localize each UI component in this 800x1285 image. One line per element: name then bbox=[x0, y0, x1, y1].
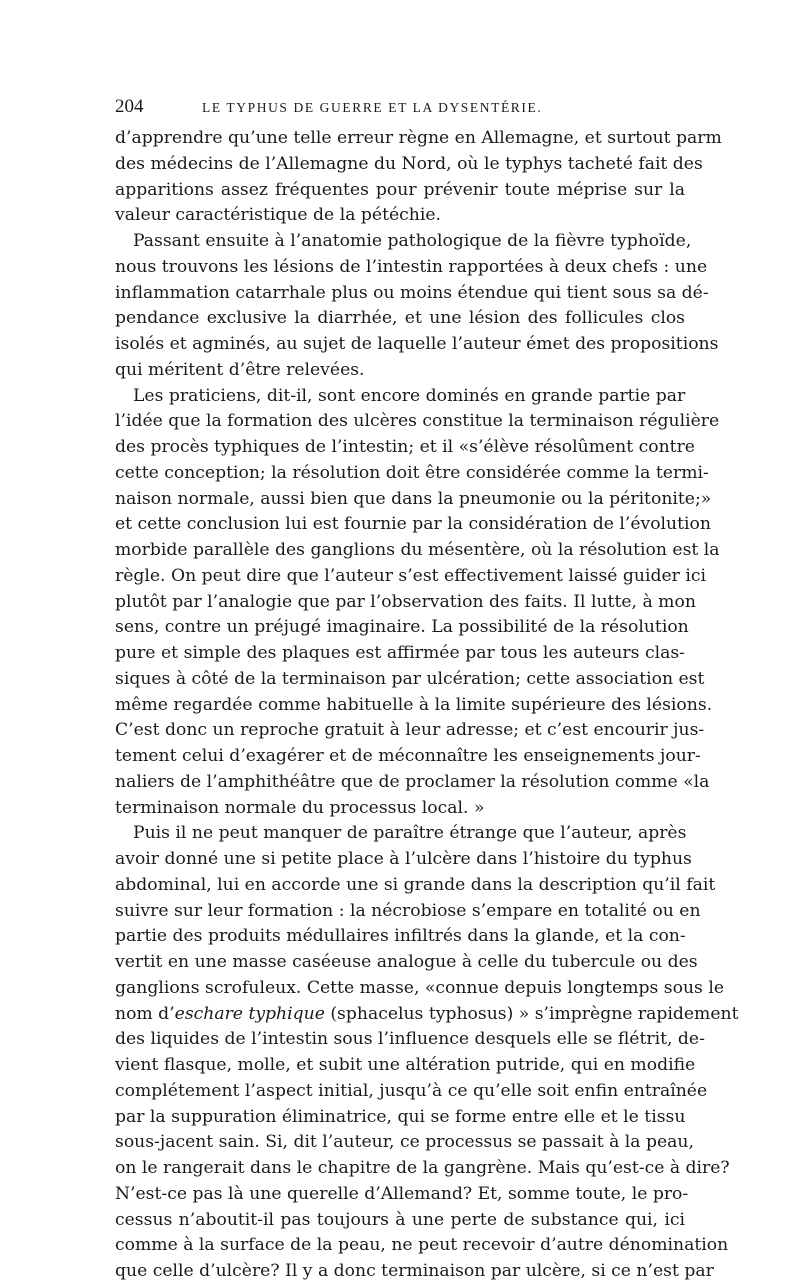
text-line: valeur caractéristique de la pétéchie. bbox=[115, 205, 441, 226]
text-line: même regardée comme habituelle à la limite supérieure des lésions. bbox=[115, 694, 713, 715]
text-line: terminaison normale du processus local. » bbox=[115, 797, 485, 818]
text-line: ganglions scrofuleux. Cette masse, «connue depuis longtemps sous le bbox=[115, 977, 724, 998]
text-line: sous-jacent sain. Si, dit l’auteur, ce processus se passait à la peau, bbox=[115, 1132, 694, 1153]
text-line: l’idée que la formation des ulcères constitue la terminaison régulière bbox=[115, 411, 720, 432]
text-line: N’est-ce pas là une querelle d’Allemand? Et, somme toute, le pro- bbox=[115, 1183, 689, 1204]
text-line: par la suppuration éliminatrice, qui se forme entre elle et le tissu bbox=[115, 1106, 686, 1127]
text-line: isolés et agminés, au sujet de laquelle l’auteur émet des propositions bbox=[115, 334, 719, 354]
text-line: complétement l’aspect initial, jusqu’à ce qu’elle soit enfin entraînée bbox=[115, 1080, 708, 1101]
text-line: naliers de l’amphithéâtre que de proclamer la résolution comme «la bbox=[115, 771, 710, 792]
text-line: Passant ensuite à l’anatomie pathologique de la fièvre typhoïde, bbox=[133, 231, 692, 251]
text-line: des procès typhiques de l’intestin; et il «s’élève résolûment contre bbox=[115, 437, 695, 457]
text-line: Puis il ne peut manquer de paraître étrange que l’auteur, après bbox=[133, 823, 687, 844]
text-line: des médecins de l’Allemagne du Nord, où le typhys tacheté fait des bbox=[115, 153, 703, 174]
book-page bbox=[115, 96, 739, 1285]
text-line: apparitions assez fréquentes pour prévenir toute méprise sur la bbox=[115, 179, 685, 200]
running-header bbox=[115, 96, 685, 126]
text-line: comme à la surface de la peau, ne peut recevoir d’autre dénomination bbox=[115, 1235, 729, 1256]
text-line: avoir donné une si petite place à l’ulcère dans l’histoire du typhus bbox=[115, 849, 692, 869]
text-line: qui méritent d’être relevées. bbox=[115, 359, 365, 380]
text-line: nous trouvons les lésions de l’intestin rapportées à deux chefs : une bbox=[115, 256, 708, 277]
running-title: LE TYPHUS DE GUERRE ET LA DYSENTÉRIE. bbox=[202, 100, 543, 115]
text-line: règle. On peut dire que l’auteur s’est effectivement laissé guider ici bbox=[115, 565, 706, 586]
text-line: et cette conclusion lui est fournie par la considération de l’évolution bbox=[115, 514, 711, 535]
text-line: cessus n’aboutit-il pas toujours à une perte de substance qui, ici bbox=[115, 1209, 685, 1230]
text-line: morbide parallèle des ganglions du mésentère, où la résolution est la bbox=[115, 540, 720, 560]
text-line: sens, contre un préjugé imaginaire. La possibilité de la résolution bbox=[115, 617, 689, 638]
text-line: pendance exclusive la diarrhée, et une lésion des follicules clos bbox=[115, 308, 685, 329]
text-line: plutôt par l’analogie que par l’observation des faits. Il lutte, à mon bbox=[115, 591, 696, 612]
text-line-with-italic bbox=[115, 1002, 739, 1028]
page-number: 204 bbox=[115, 96, 144, 117]
text-line: vient flasque, molle, et subit une altération putride, qui en modifie bbox=[115, 1055, 696, 1075]
text-line: cette conception; la résolution doit être considérée comme la termi- bbox=[115, 462, 709, 483]
text-line: pure et simple des plaques est affirmée par tous les auteurs clas- bbox=[115, 643, 685, 663]
text-line: des liquides de l’intestin sous l’influence desquels elle se flétrit, de- bbox=[115, 1029, 705, 1050]
text-line: Les praticiens, dit-il, sont encore dominés en grande partie par bbox=[133, 385, 686, 406]
text-line: partie des produits médullaires infiltrés dans la glande, et la con- bbox=[115, 926, 686, 947]
text-line: tement celui d’exagérer et de méconnaître les enseignements jour- bbox=[115, 746, 701, 766]
text-line: inflammation catarrhale plus ou moins étendue qui tient sous sa dé- bbox=[115, 282, 709, 303]
text-line: suivre sur leur formation : la nécrobiose s’empare en totalité ou en bbox=[115, 900, 701, 921]
text-line: C’est donc un reproche gratuit à leur adresse; et c’est encourir jus- bbox=[115, 720, 705, 741]
text-line: on le rangerait dans le chapitre de la gangrène. Mais qu’est-ce à dire? bbox=[115, 1158, 730, 1178]
line-suffix: (sphacelus typhosus) » s’imprègne rapidement bbox=[330, 1003, 739, 1024]
text-line: siques à côté de la terminaison par ulcération; cette association est bbox=[115, 668, 705, 689]
text-line: vertit en une masse caséeuse analogue à celle du tubercule ou des bbox=[115, 952, 698, 972]
text-line: que celle d’ulcère? Il y a donc terminaison par ulcère, si ce n’est par bbox=[115, 1261, 714, 1281]
italic-term: eschare typhique bbox=[174, 1003, 325, 1024]
body-text bbox=[115, 126, 739, 1285]
text-line: abdominal, lui en accorde une si grande dans la description qu’il fait bbox=[115, 874, 716, 895]
text-line: d’apprendre qu’une telle erreur règne en Allemagne, et surtout parm bbox=[115, 128, 722, 148]
line-prefix: nom d’ bbox=[115, 1003, 175, 1024]
text-line: naison normale, aussi bien que dans la pneumonie ou la péritonite;» bbox=[115, 488, 712, 509]
